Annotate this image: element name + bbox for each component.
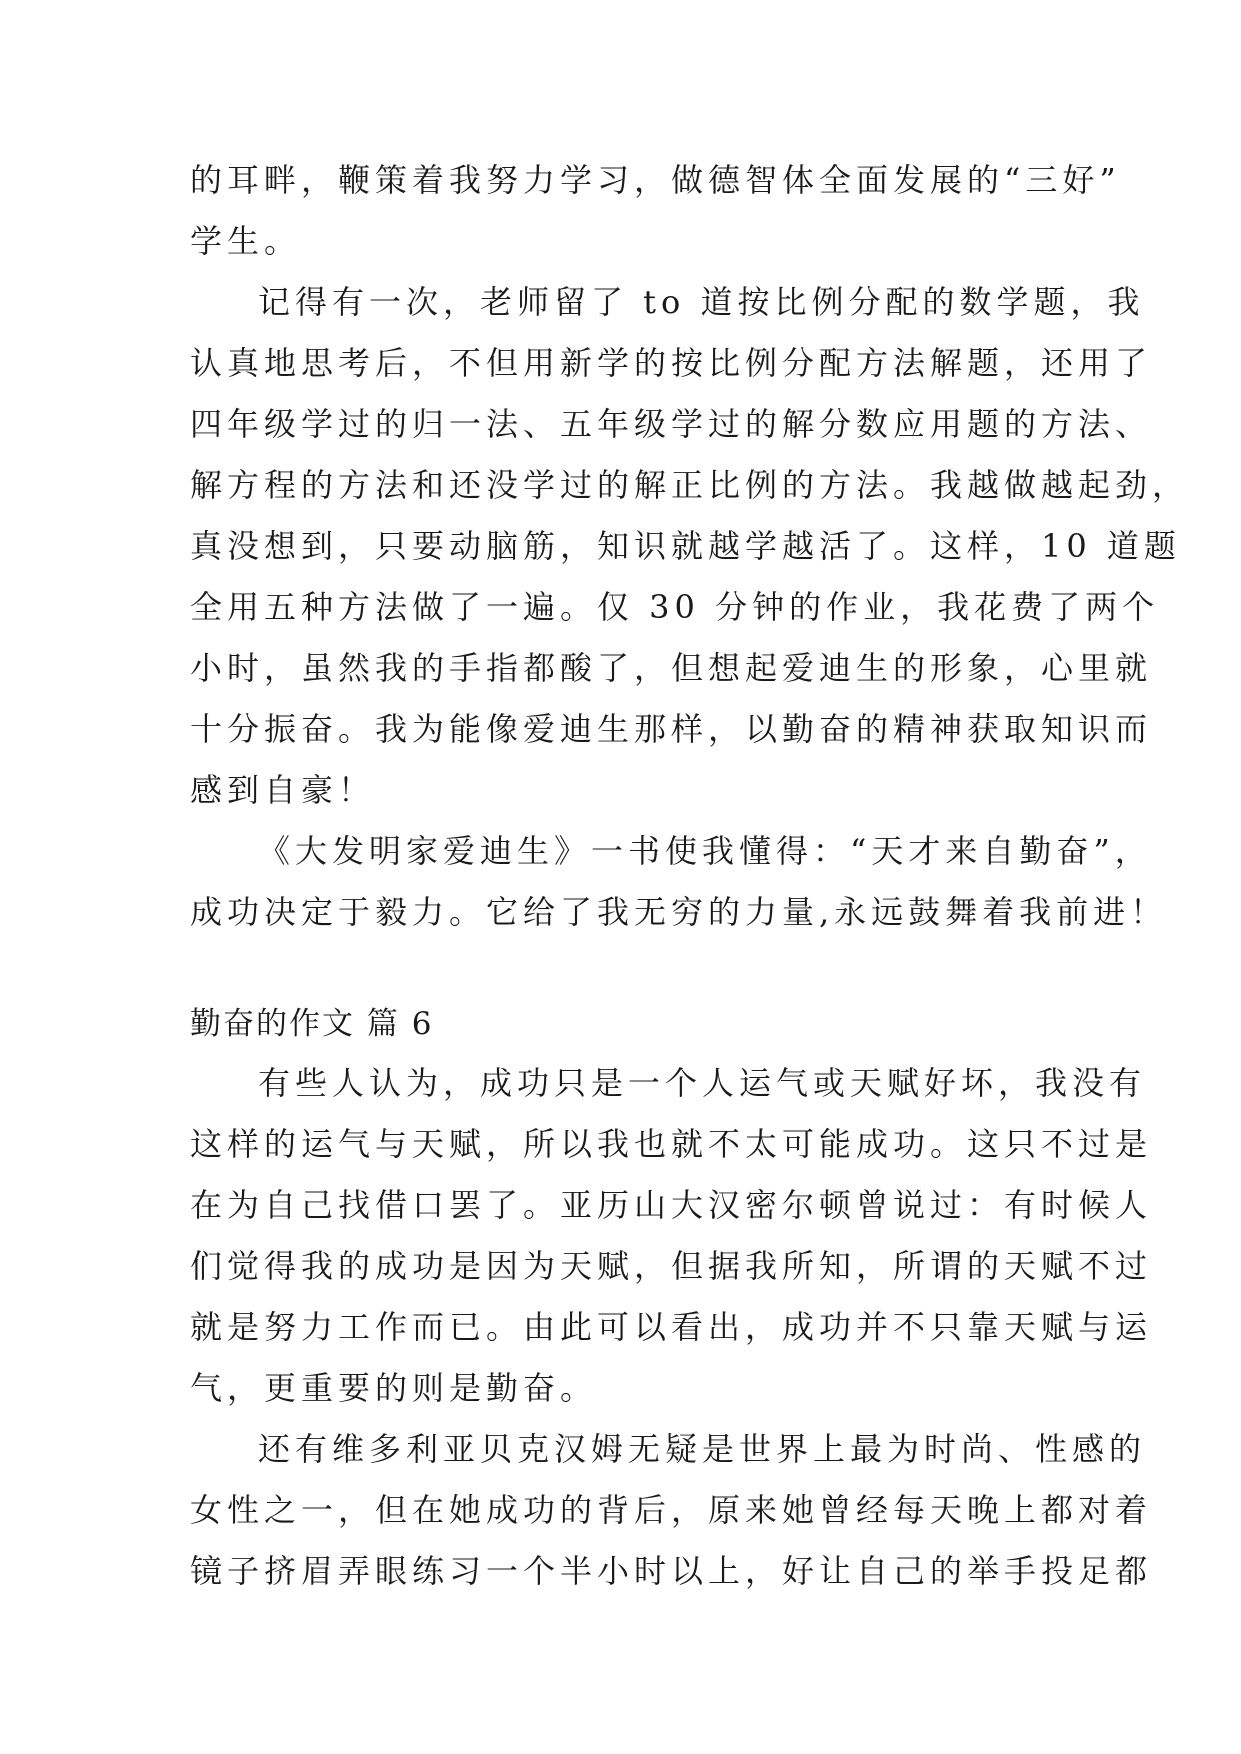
text-line: 四年级学过的归一法、五年级学过的解分数应用题的方法、 bbox=[190, 405, 1153, 443]
text-line: 镜子挤眉弄眼练习一个半小时以上，好让自己的举手投足都 bbox=[190, 1552, 1153, 1590]
section-heading: 勤奋的作文 篇 6 bbox=[190, 1006, 434, 1042]
text-line: 气，更重要的则是勤奋。 bbox=[190, 1369, 598, 1407]
text-line: 就是努力工作而已。由此可以看出，成功并不只靠天赋与运 bbox=[190, 1308, 1153, 1346]
text-line: 这样的运气与天赋，所以我也就不太可能成功。这只不过是 bbox=[190, 1125, 1153, 1163]
text-line: 感到自豪！ bbox=[190, 771, 376, 809]
text-line: 全用五种方法做了一遍。仅 30 分钟的作业，我花费了两个 bbox=[190, 588, 1160, 626]
text-line: 小时，虽然我的手指都酸了，但想起爱迪生的形象，心里就 bbox=[190, 649, 1153, 687]
paragraph-first-line: 记得有一次，老师留了 to 道按比例分配的数学题，我 bbox=[258, 283, 1145, 321]
text-line: 认真地思考后，不但用新学的按比例分配方法解题，还用了 bbox=[190, 344, 1153, 382]
text-line: 真没想到，只要动脑筋，知识就越学越活了。这样，10 道题 bbox=[190, 527, 1181, 565]
text-line: 女性之一，但在她成功的背后，原来她曾经每天晚上都对着 bbox=[190, 1491, 1153, 1529]
text-line: 十分振奋。我为能像爱迪生那样，以勤奋的精神获取知识而 bbox=[190, 710, 1153, 748]
text-line: 解方程的方法和还没学过的解正比例的方法。我越做越起劲， bbox=[190, 466, 1190, 504]
text-line: 学生。 bbox=[190, 222, 302, 260]
paragraph-first-line: 还有维多利亚贝克汉姆无疑是世界上最为时尚、性感的 bbox=[258, 1430, 1147, 1468]
paragraph-first-line: 有些人认为，成功只是一个人运气或天赋好坏，我没有 bbox=[258, 1064, 1147, 1102]
paragraph-first-line: 《大发明家爱迪生》一书使我懂得：“天才来自勤奋”， bbox=[258, 832, 1152, 870]
text-line: 成功决定于毅力。它给了我无穷的力量,永远鼓舞着我前进！ bbox=[190, 893, 1168, 931]
text-line: 在为自己找借口罢了。亚历山大汉密尔顿曾说过：有时候人 bbox=[190, 1186, 1153, 1224]
text-line: 的耳畔，鞭策着我努力学习，做德智体全面发展的“三好” bbox=[190, 161, 1121, 199]
text-line: 们觉得我的成功是因为天赋，但据我所知，所谓的天赋不过 bbox=[190, 1247, 1153, 1285]
